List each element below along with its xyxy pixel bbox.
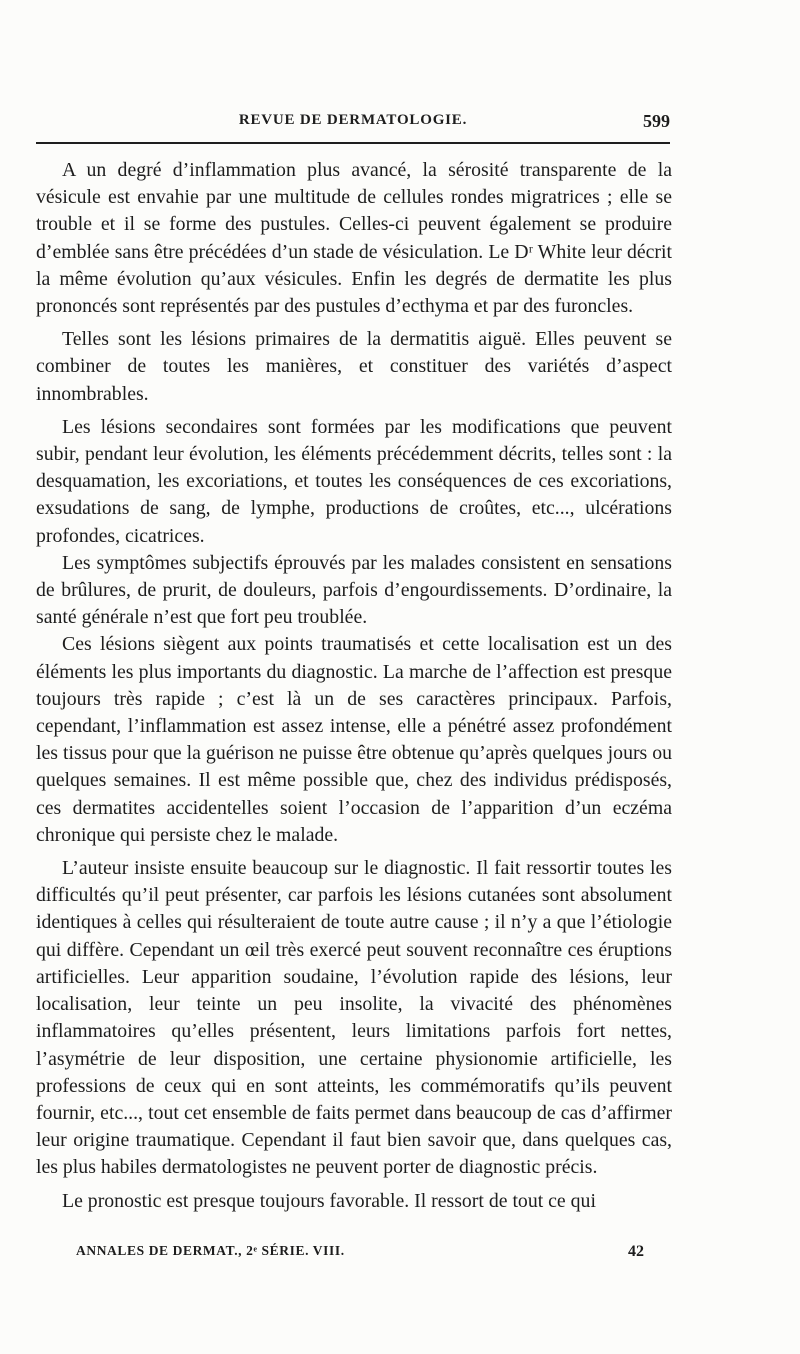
page-footer [36, 1243, 644, 1265]
gathering-number: 42 [628, 1243, 644, 1260]
journal-signature: ANNALES DE DERMAT., 2ᵉ SÉRIE. VIII. [76, 1243, 345, 1258]
paragraph-primary-lesions: Telles sont les lésions primaires de la dermatitis aiguë. Elles peuvent se combiner de toutes les manières, et constituer des variétés d’aspect innombrables. [36, 328, 672, 405]
header-rule [36, 142, 670, 144]
paragraph-subjective-symptoms: Les symptômes subjectifs éprouvés par les malades consistent en sensations de brûlures, de prurit, de douleurs, parfois d’engourdissements. D’ordinaire, la santé générale n’est que fort peu troublée. [36, 551, 672, 629]
body-text [36, 157, 672, 1215]
paragraph-secondary-lesions: Les lésions secondaires sont formées par les modifications que peuvent subir, pendant leur évolution, les éléments précédemment décrits, telles sont : la desquamation, les excoriations, et toutes les conséquences de ces excoriations, exsudations de sang, de lymphe, productions de croûtes, etc..., ulcérations profondes, cicatrices. [36, 415, 672, 547]
paragraph-localisation: Ces lésions siègent aux points traumatisés et cette localisation est un des éléments les plus importants du diagnostic. La marche de l’affection est presque toujours très rapide ; c’est là un de ses caractères principaux. Parfois, cependant, l’inflammation est assez intense, elle a pénétré assez profondément les tissus pour que la guérison ne puisse être obtenue qu’après quelques jours ou quelques semaines. Il est même possible que, chez des individus prédisposés, ces dermatites accidentelles soient l’occasion de l’apparition d’un eczéma chronique qui persiste chez le malade. [36, 633, 672, 846]
paragraph-diagnosis: L’auteur insiste ensuite beaucoup sur le diagnostic. Il fait ressortir toutes les difficultés qu’il peut présenter, car parfois les lésions cutanées sont absolument identiques à celles qui résulteraient de toute autre cause ; il n’y a que l’étiologie qui diffère. Cependant un œil très exercé peut souvent reconnaître ces éruptions artificielles. Leur apparition soudaine, l’évolution rapide des lésions, leur localisation, leur teinte un peu insolite, la vivacité des phénomènes inflammatoires qu’elles présentent, leurs limitations parfois fort nettes, l’asymétrie de leur disposition, une certaine physionomie artificielle, les professions de ceux qui en sont atteints, les commémoratifs qu’ils peuvent fournir, etc..., tout cet ensemble de faits permet dans beaucoup de cas d’affirmer leur origine traumatique. Cependant il faut bien savoir que, dans quelques cas, les plus habiles dermatologistes ne peuvent porter de diagnostic précis. [36, 857, 672, 1179]
paragraph-inflammation: A un degré d’inflammation plus avancé, la sérosité transparente de la vésicule est envahie par une multitude de cellules rondes migratrices ; elle se trouble et il se forme des pustules. Celles-ci peuvent également se produire d’emblée sans être précédées d’un stade de vésiculation. Le Dʳ White leur décrit la même évolution qu’aux vésicules. Enfin les degrés de dermatite les plus prononcés sont représentés par des pustules d’ecthyma et par des furoncles. [36, 159, 672, 318]
paragraph-prognosis: Le pronostic est presque toujours favorable. Il ressort de tout ce qui [62, 1189, 596, 1212]
running-head: REVUE DE DERMATOLOGIE. [238, 112, 468, 128]
page-number: 599 [643, 111, 670, 131]
page-header [36, 112, 670, 134]
